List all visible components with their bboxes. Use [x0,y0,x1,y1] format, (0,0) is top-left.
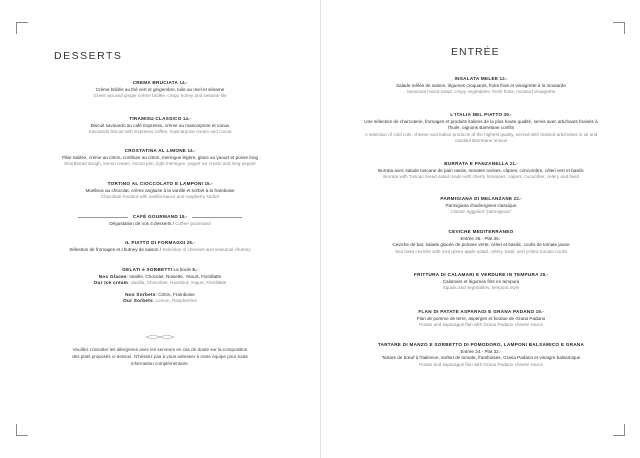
icecream-list: : Vanilla, Chocolate, Hazelnut, Yogurt, Fiordilatte [128,280,227,285]
item-description-fr: Moelleux au chocolat, crème anglaise à la vanille et sorbet à la framboise [85,187,235,193]
menu-item [0,148,320,168]
menu-item [321,76,640,96]
item-price: 28.- [540,272,548,277]
sorbets-list: : Citron, Framboise [155,291,195,297]
menu-item [0,214,320,227]
item-description-en: Green tea and ginger crème brûlée, crispy honey and sesame tile [93,93,227,98]
menu-item [321,229,640,255]
item-price: 14.- [179,80,188,85]
item-price: 18.- [179,214,188,219]
item-name: IL PIATTO DI FORMAGGI [125,240,186,245]
item-price: 21.- [509,161,518,166]
item-description-en: Shortbread dough, lemon cream, lemon jam, light meringue, yogurt ice cream and long pepper [63,161,257,166]
sorbets-label: Nos Sorbets [125,291,156,297]
item-description-en: Selection of cheeses and seasonal chutney [162,246,251,252]
item-description-fr: Burrata avec salade toscane de pain rassis, tomates cerises, câpres, concombre, céleri vert et basilic [378,167,584,173]
item-description-fr: Sélection de fromages et chutney de saison / [69,246,162,252]
menu-item [0,116,320,136]
item-description-fr: Une sélection de charcuterie, fromages et produits italiens de la plus haute qualité, servis avec artichauts braisés à l'huile, oignons Barretane confits [364,118,598,130]
item-description-en: Seasonal mixed salad, crispy vegetables, fresh fruits, mustard vinaigrette [406,89,556,94]
glaces-list: : Vanille, Chocolat, Noisette, Yaourt, Fiordilatte [126,273,222,279]
item-price-line: Entrée 24.- Plat 32.- [460,348,502,354]
item-description-fr: Flan de pomme de terre, asperges et fondue de Grana Padano [416,315,546,321]
item-name: CREMA BRUCIATA [132,80,179,85]
item-name: INSALATA MELEE [454,76,499,81]
item-description-fr: Tartare de bœuf à l'italienne, sorbet de tomate, framboises, Grana Padano et vinaigre balsamique [381,355,581,360]
item-price: 22.- [513,196,522,201]
entree-page [320,0,640,458]
menu-item [0,80,320,100]
item-description-en: Potato and asparagus flan with Grana Padano cheese sauce [419,361,543,367]
item-description-fr: Salade mêlée de saison, légumes croquants, fruits frais et vinaigrette à la moutarde [396,82,566,88]
item-description-fr: Dégustation de nos 4 desserts / [109,220,174,226]
menu-item [0,240,320,253]
glaces-label: Nos Glaces [98,273,127,279]
item-price: 25.- [186,240,195,245]
item-price: 15.- [204,181,213,186]
page-title: DESSERTS [54,50,123,62]
icecream-label: Our Ice cream [93,280,129,285]
item-price-line: Entrée 26.- Plat 36.- [460,235,502,241]
item-name: FRITTURA DI CALAMARI E VERDURE IN TEMPURA [414,272,539,277]
menu-item [321,342,640,368]
item-price-label: La boule [173,267,192,272]
item-description-fr: Crème brûlée au thé vert et gingembre, tuile au miel et sésame [95,86,225,92]
item-description-en: Chocolate fondant with vanilla sauce and raspberry sorbet [100,194,220,199]
item-price: 19.- [535,309,544,314]
menu-item [0,181,320,201]
corner-frame [613,22,625,34]
item-name: TORTINO AL CIOCCOLATO E LAMPONI [107,181,204,186]
page-title: ENTRÉE [451,46,500,58]
item-name: CAFÉ GOURMAND [132,214,179,219]
item-description-fr: Pâte sablée, crème au citron, confiture au citron, meringue légère, glace au yaourt et poivre long [61,154,259,160]
item-description-en: Sea bass ceviche with iced green apple salad, celery, basil, and yellow tomato coulis [394,248,568,254]
sorbets-en-list: : Lemon, Raspberries [152,298,197,303]
sorbets-en-label: Our Sorbets [123,298,153,303]
item-description-en: Coffee gourmand [175,220,211,226]
item-name: TIRAMISU CLASSICO [129,116,182,121]
item-description-fr: Ceviche de bar, salade glacée de pomme verte, céleri et basilic, coulis de tomate jaune [392,242,570,247]
item-price: 39.- [503,112,512,117]
item-description-fr: Parmigiana d'aubergines classique [445,202,517,208]
item-name: L'ITALIA NEL PIATTO [450,112,503,117]
item-name: BURRATA E PANZANELLA [444,161,509,166]
item-price: 14.- [182,116,191,121]
item-description-en: Classic eggplant "parmigiana" [450,209,512,214]
menu-item [321,272,640,292]
item-name: GELATI e SORBETTI [122,267,173,272]
item-description-en: A selection of cold cuts, cheese and Italian products of the highest quality, served with braised artichokes in oil and candied Barretane onions [364,131,598,143]
item-description-fr: Biscuit savoiardo au café Espresso, crème au mascarpone et cacao [90,122,230,128]
item-description-en: Potato and asparagus flan with Grana Padano cheese sauce [419,322,543,327]
corner-frame [16,22,28,34]
item-description-fr: Calamars et légumes frits en tempura [442,278,520,284]
allergen-note: Veuillez consulter les allergènes avec les serveurs en cas de doute sur la composition des plats proposés ci-dessus. N'hésitez pas à vous adresser à notre équipe pour toute information complémentaire. [72,347,248,366]
item-name: CEVICHE MEDITERRANEO [448,229,514,234]
menu-item [321,112,640,145]
gelati-section [0,267,320,305]
item-description-en: Burrata with Tuscan bread salad made with cherry tomatoes, capers, cucumber, celery and basil [383,174,579,179]
item-name: FLAN DI PATATE ASPARAGI E GRANA PADANO [418,309,535,314]
item-price: 14.- [187,148,196,153]
item-description-en: Squids and vegetables, tempura style [442,285,520,290]
item-price: 5.- [192,267,198,272]
item-description-en: Savoiardo biscuit with Espresso coffee, mascarpone cream and cocoa [88,129,232,134]
corner-frame [613,424,625,436]
menu-item [321,161,640,181]
item-name: PARMIGIANA DI MELANZANE [440,196,513,201]
item-name: TARTARE DI MANZO E SORBETTO DI POMODORO, LAMPONI BALSAMICO E GRANA [377,342,585,347]
ornament-icon [145,334,175,340]
item-price: 12.- [499,76,508,81]
corner-frame [16,424,28,436]
item-name: CROSTATINA AL LIMONE [124,148,187,153]
menu-item [321,196,640,216]
menu-item [321,309,640,329]
